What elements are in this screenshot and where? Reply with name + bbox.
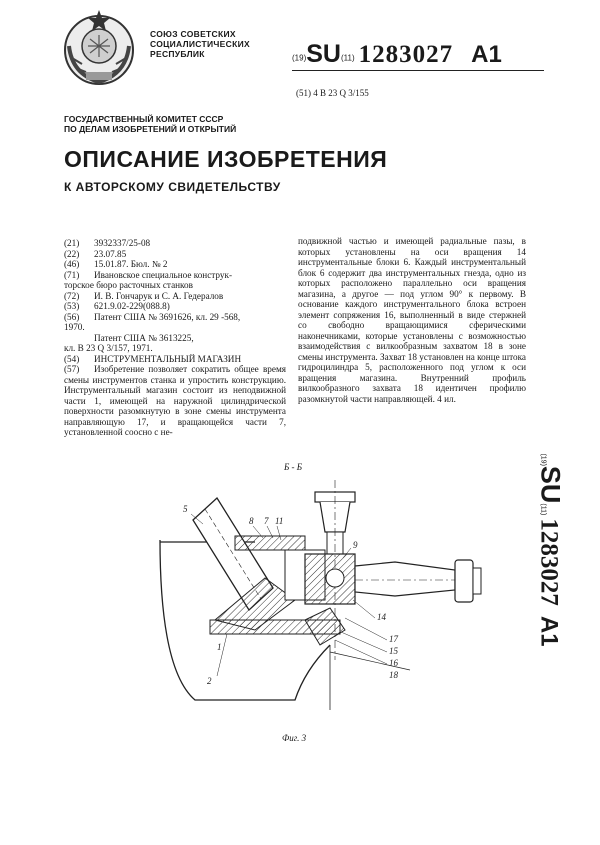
biblio-row: (71) Ивановское специальное конструк-	[64, 269, 233, 280]
technical-drawing	[155, 470, 535, 730]
abstract-left: (57) Изобретение позволяет сократить общее время смены инструментов станка и упростить конструкцию. Инструментальный магазин состоит из неподвижной части 1, имеющей на наружной цилиндрической поверхности разомкнутую в зоне смены инструмента направляющую 17, и вращающейся части 7, установленной соосно с не-	[64, 364, 286, 437]
callout-5: 5	[183, 504, 188, 514]
committee-line: ПО ДЕЛАМ ИЗОБРЕТЕНИЙ И ОТКРЫТИЙ	[64, 124, 237, 134]
biblio-row: (53) 621.9.02-229(088.8)	[64, 301, 170, 311]
issuer-line: СОЮЗ СОВЕТСКИХ	[150, 29, 236, 39]
biblio-row: (72) И. В. Гончарук и С. А. Гедералов	[64, 290, 224, 301]
biblio-row: Патент США № 3613225,	[94, 332, 194, 343]
callout-14: 14	[377, 612, 386, 622]
callout-16: 16	[389, 658, 398, 668]
patent-number-block	[292, 40, 502, 69]
code-11: (11)	[340, 53, 355, 63]
callout-11: 11	[275, 516, 284, 526]
biblio-row: (22) 23.07.85	[64, 248, 127, 259]
vertical-patent-number	[530, 420, 570, 680]
v-code-19: (19)	[539, 453, 547, 466]
bibliographic-column	[64, 238, 286, 438]
callout-7: 7	[264, 516, 269, 526]
callout-8: 8	[249, 516, 254, 526]
callout-2: 2	[207, 676, 212, 686]
issuer-line: СОЦИАЛИСТИЧЕСКИХ	[150, 39, 250, 49]
document-title: ОПИСАНИЕ ИЗОБРЕТЕНИЯ	[64, 146, 388, 172]
state-emblem	[58, 6, 140, 88]
biblio-row: торское бюро расточных станков	[64, 280, 193, 290]
v-patent-number: 1283027	[535, 518, 563, 606]
callout-17: 17	[389, 634, 398, 644]
callout-18: 18	[389, 670, 398, 680]
committee-line: ГОСУДАРСТВЕННЫЙ КОМИТЕТ СССР	[64, 114, 224, 124]
callout-9: 9	[353, 540, 358, 550]
document-subtitle: К АВТОРСКОМУ СВИДЕТЕЛЬСТВУ	[64, 180, 281, 194]
v-code-11: (11)	[539, 503, 547, 516]
biblio-row: 1970.	[64, 322, 85, 332]
code-19: (19)	[292, 53, 307, 63]
figure-caption: Фиг. 3	[282, 733, 307, 743]
patent-number: 1283027	[358, 41, 454, 68]
v-country-code: SU	[535, 465, 566, 504]
biblio-row: (21) 3932337/25-08	[64, 238, 151, 248]
biblio-row: (46) 15.01.87. Бюл. № 2	[64, 259, 168, 269]
callout-15: 15	[389, 646, 398, 656]
issuer-line: РЕСПУБЛИК	[150, 49, 205, 59]
invention-title: (54) ИНСТРУМЕНТАЛЬНЫЙ МАГАЗИН	[64, 353, 242, 364]
issuer-name	[150, 29, 250, 59]
patent-underline	[292, 70, 544, 71]
section-label: Б - Б	[284, 462, 303, 472]
v-patent-kind: A1	[535, 615, 563, 647]
biblio-row: кл. В 23 Q 3/157, 1971.	[64, 343, 153, 353]
biblio-row: (56) Патент США № 3691626, кл. 29 -568,	[64, 311, 241, 322]
committee-name	[64, 114, 236, 134]
country-code: SU	[306, 40, 341, 68]
callout-1: 1	[217, 642, 222, 652]
ipc-classification: (51) 4 В 23 Q 3/155	[296, 88, 369, 98]
patent-kind: A1	[471, 41, 502, 68]
abstract-right: подвижной частью и имеющей радиальные пазы, в которых установлены на оси вращения 14 инструментальные блоки 6. Каждый инструментальный блок 6 содержит два инструментальных гнезда, одно из которых расположено параллельно оси вращения магазина, а другое — под углом 90° к первому. В основание каждого инструментального блока встроен элемент сопряжения 16, выполненный в виде стержней со свободно вращающимися сферическими наконечниками, которые установлены с возможностью взаимодействия с вилкообразным захватом 18 в зоне смены инструмента. Захват 18 установлен на конце штока гидроцилиндра 5, расположенного под углом к оси вращения магазина. Внутренний профиль вилкообразного захвата 18 идентичен профилю разомкнутой части направляющей. 4 ил.	[298, 236, 526, 404]
